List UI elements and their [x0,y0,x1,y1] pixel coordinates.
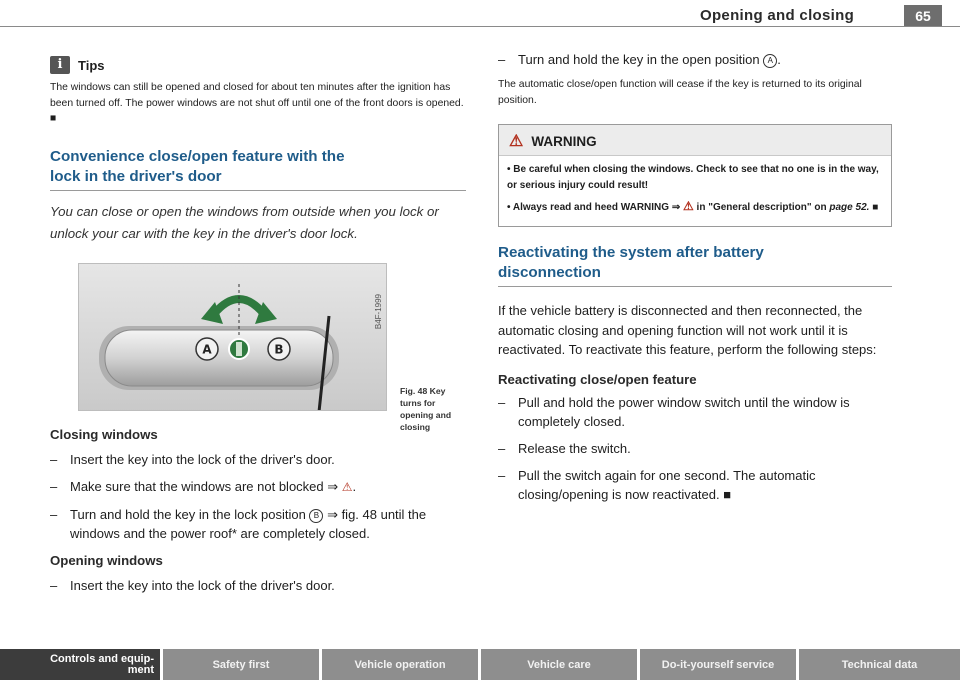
convenience-heading-line1: Convenience close/open feature with the [50,147,345,165]
auto-function-note: The automatic close/open function will cease if the key is returned to its original position. [498,79,862,106]
reactivating-heading-line2: disconnection [498,264,601,281]
warning-title: WARNING [531,133,597,149]
list-item: – Pull the switch again for one second. The automatic closing/opening is now reactivated. ■ [498,467,816,502]
warning-box [498,124,892,227]
footer-tab-controls[interactable]: Controls and equip- ment [0,649,160,680]
warning-triangle-icon: ⚠ [509,133,524,150]
figure-caption [400,385,466,433]
footer-tab-technical-data[interactable]: Technical data [799,649,960,680]
convenience-intro: You can close or open the windows from outside when you lock or unlock your car with the key in the driver's door lock. [50,203,439,241]
door-handle-illustration [78,263,387,411]
closing-heading: Closing windows [50,426,158,442]
footer-tab-vehicle-care[interactable]: Vehicle care [481,649,637,680]
list-item: – Pull and hold the power window switch until the window is completely closed. [498,394,850,429]
opening-steps-right [498,50,892,69]
list-item: – Release the switch. [498,440,631,456]
page-header-title: Opening and closing [700,7,855,24]
warning-triangle-icon: ⚠ [341,479,353,494]
convenience-heading-line2: lock in the driver's door [50,167,222,185]
figure-caption-line1: Fig. 48 Key turns for [400,385,446,408]
footer-tab-safety[interactable]: Safety first [163,649,319,680]
circled-b-marker: B [309,509,323,523]
reactivating-heading-line1: Reactivating the system after battery [498,244,764,261]
page-number-badge: 65 [904,5,942,27]
circled-a-marker: A [763,54,777,68]
warning-heading [499,125,891,156]
closing-steps [50,450,466,543]
figure-caption-line2: opening and closing [400,409,452,432]
footer-nav [0,649,960,680]
tips-text: The windows can still be opened and closed for about ten minutes after the ignition has been turned off. The power windows are not shut off until one of the front doors is opened. ■ [50,82,464,124]
reactivating-heading [498,243,892,287]
opening-heading: Opening windows [50,552,163,568]
reactivating-subheading: Reactivating close/open feature [498,371,697,387]
list-item: – Insert the key into the lock of the driver's door. [50,577,335,593]
figure-label-a: A [202,342,212,356]
figure-48 [50,263,466,432]
reactivating-steps [498,393,892,504]
info-icon: i [50,56,70,74]
header-rule [0,26,960,27]
warning-triangle-icon: ⚠ [683,199,694,213]
right-column [498,50,892,512]
reactivating-text: If the vehicle battery is disconnected and then reconnected, the automatic closing and opening function will not work until it is reactivated. To reactivate this feature, perform the following steps: [498,303,877,357]
left-column [50,56,466,603]
footer-tab-diy-service[interactable]: Do-it-yourself service [640,649,796,680]
warning-body [499,156,891,226]
warning-item-1: • Be careful when closing the windows. Check to see that no one is in the way, or serious injury could result! [507,164,879,191]
tips-heading [50,56,466,74]
door-handle-svg [79,264,387,411]
list-item: – Make sure that the windows are not blocked ⇒ ⚠. [50,477,466,497]
list-item: – Turn and hold the key in the open position A . [498,52,781,67]
figure-code: B4F-1999 [374,293,383,329]
warning-item-2: • Always read and heed WARNING ⇒ ⚠ in "General description" on page 52. ■ [507,199,879,213]
tips-title: Tips [78,57,105,73]
list-item: – Insert the key into the lock of the driver's door. [50,451,335,467]
footer-tab-vehicle-operation[interactable]: Vehicle operation [322,649,478,680]
figure-label-b: B [274,342,284,356]
convenience-heading [50,147,466,191]
opening-steps-left [50,576,466,595]
page-link[interactable]: page 52. [829,202,870,213]
list-item: – Turn and hold the key in the lock position B ⇒ fig. 48 until the windows and the power roof* are completely closed. [50,506,427,541]
